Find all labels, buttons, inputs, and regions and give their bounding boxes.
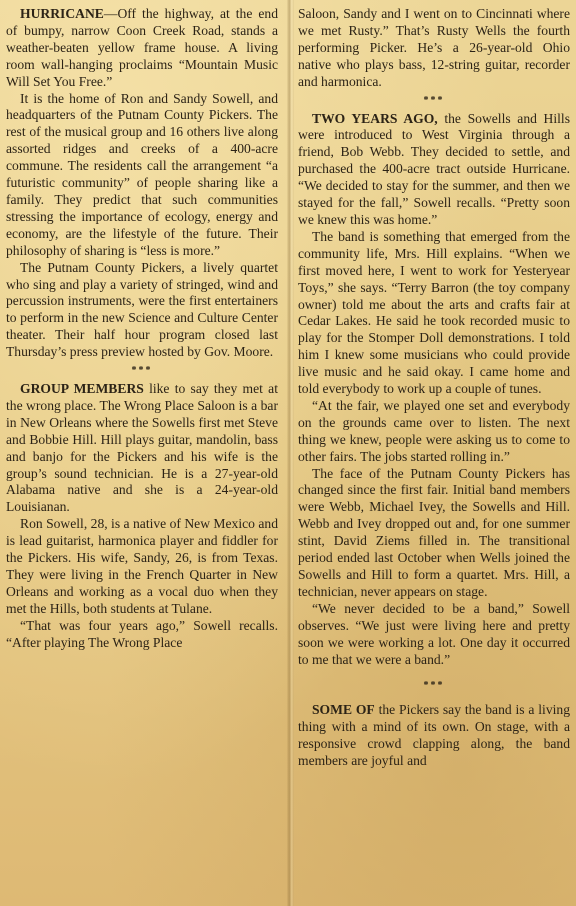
paragraph: Saloon, Sandy and I went on to Cincinnati where we met Rusty.” That’s Rusty Wells the fourth performing Picker. He’s a 26-year-old Ohio native who plays bass, 12-string guitar, recorder and harmonica. xyxy=(298,6,570,89)
paragraph-text: —Off the highway, at the end of bumpy, narrow Coon Creek Road, stands a weather-beaten yellow frame house. A living room wall-hanging proclaims “Mountain Music Will Set You Free.” xyxy=(6,6,278,89)
paragraph: Ron Sowell, 28, is a native of New Mexico and is lead guitarist, harmonica player and fiddler for the Pickers. His wife, Sandy, 26, is from Texas. They were living in the French Quarter in New Orleans and working as a vocal duo when they met the Hills, both students at Tulane. xyxy=(6,516,278,616)
paragraph-text: like to say they met at the wrong place. The Wrong Place Saloon is a bar in New Orleans where the Sowells first met Steve and Bobbie Hill. Hill plays guitar, mandolin, bass and banjo for the Pickers and his wife is the group’s sound technician. He is a 27-year-old Alabama native and she is a 24-year-old Louisianan. xyxy=(6,381,278,515)
paragraph: It is the home of Ron and Sandy Sowell, and headquarters of the Putnam County Pickers. The rest of the musical group and 16 others live along assorted ridges and creeks of a 400-acre commune. The residents call the arrangement “a futuristic community” of people sharing like a family. They predict that such communities stressing the importance of ecology, energy and economy, are the lifestyle of the future. Their philosophy of sharing is “less is more.” xyxy=(6,90,278,258)
paragraph: “At the fair, we played one set and everybody on the grounds came over to listen. The next thing we knew, people were asking us to come to other fairs. The jobs started rolling in.” xyxy=(298,397,570,464)
paragraph: The face of the Putnam County Pickers has changed since the first fair. Initial band members were Webb, Michael Ivey, the Sowells and Hill. Webb and Ivey dropped out and, for one summer stint, David Ziems filled in. The transitional period ended last October when Wells joined the Sowells and Hill to form a quartet. Mrs. Hill, a technician, never appears on stage. xyxy=(298,465,570,599)
paragraph-text: the Sowells and Hills were introduced to West Virginia through a friend, Bob Webb. They decided to settle, and purchased the 400-acre tract outside Hurricane. “We decided to stay for the summer, and then we stayed for the fall,” Sowell recalls. “Pretty soon we knew this was home.” xyxy=(298,110,570,227)
paragraph: The Putnam County Pickers, a lively quartet who sing and play a variety of stringed, wind and percussion instruments, were the first entertainers to perform in the new Science and Culture Center theater. Their half hour program closed last Thursday’s press preview hosted by Gov. Moore. xyxy=(6,259,278,360)
paragraph: “We never decided to be a band,” Sowell observes. “We just were living here and pretty soon we were working a lot. One day it occurred to me that we were a band.” xyxy=(298,600,570,667)
left-column xyxy=(6,6,278,652)
section-kicker: TWO YEARS AGO, xyxy=(312,110,438,126)
paragraph: The band is something that emerged from the community life, Mrs. Hill explains. “When we first moved here, I went to work for Yesteryear Toys,” she says. “Terry Barron (the toy company owner) told me about the arts and crafts fair at Cedar Lakes. He said he took recorded music to play for the Stomper Doll demonstrations. I told him I knew some musicians who could provide live music and he said okay. I came home and told everybody to work up a couple of tunes. xyxy=(298,228,570,397)
section-divider: *** xyxy=(423,94,445,106)
section-kicker: GROUP MEMBERS xyxy=(20,381,144,397)
paragraph xyxy=(6,6,278,91)
section-divider: *** xyxy=(423,680,445,692)
page-fold xyxy=(287,0,294,906)
section-divider: *** xyxy=(131,365,153,377)
paragraph: “That was four years ago,” Sowell recalls. “After playing The Wrong Place xyxy=(6,617,278,650)
right-column xyxy=(298,6,570,770)
section-kicker: SOME OF xyxy=(312,702,375,718)
paragraph xyxy=(298,111,570,229)
paragraph xyxy=(6,381,278,516)
paragraph-text: the Pickers say the band is a living thing with a mind of its own. On stage, with a responsive crowd clapping along, the band members are joyful and xyxy=(298,702,570,769)
paragraph xyxy=(298,702,570,770)
dateline: HURRICANE xyxy=(20,6,104,21)
